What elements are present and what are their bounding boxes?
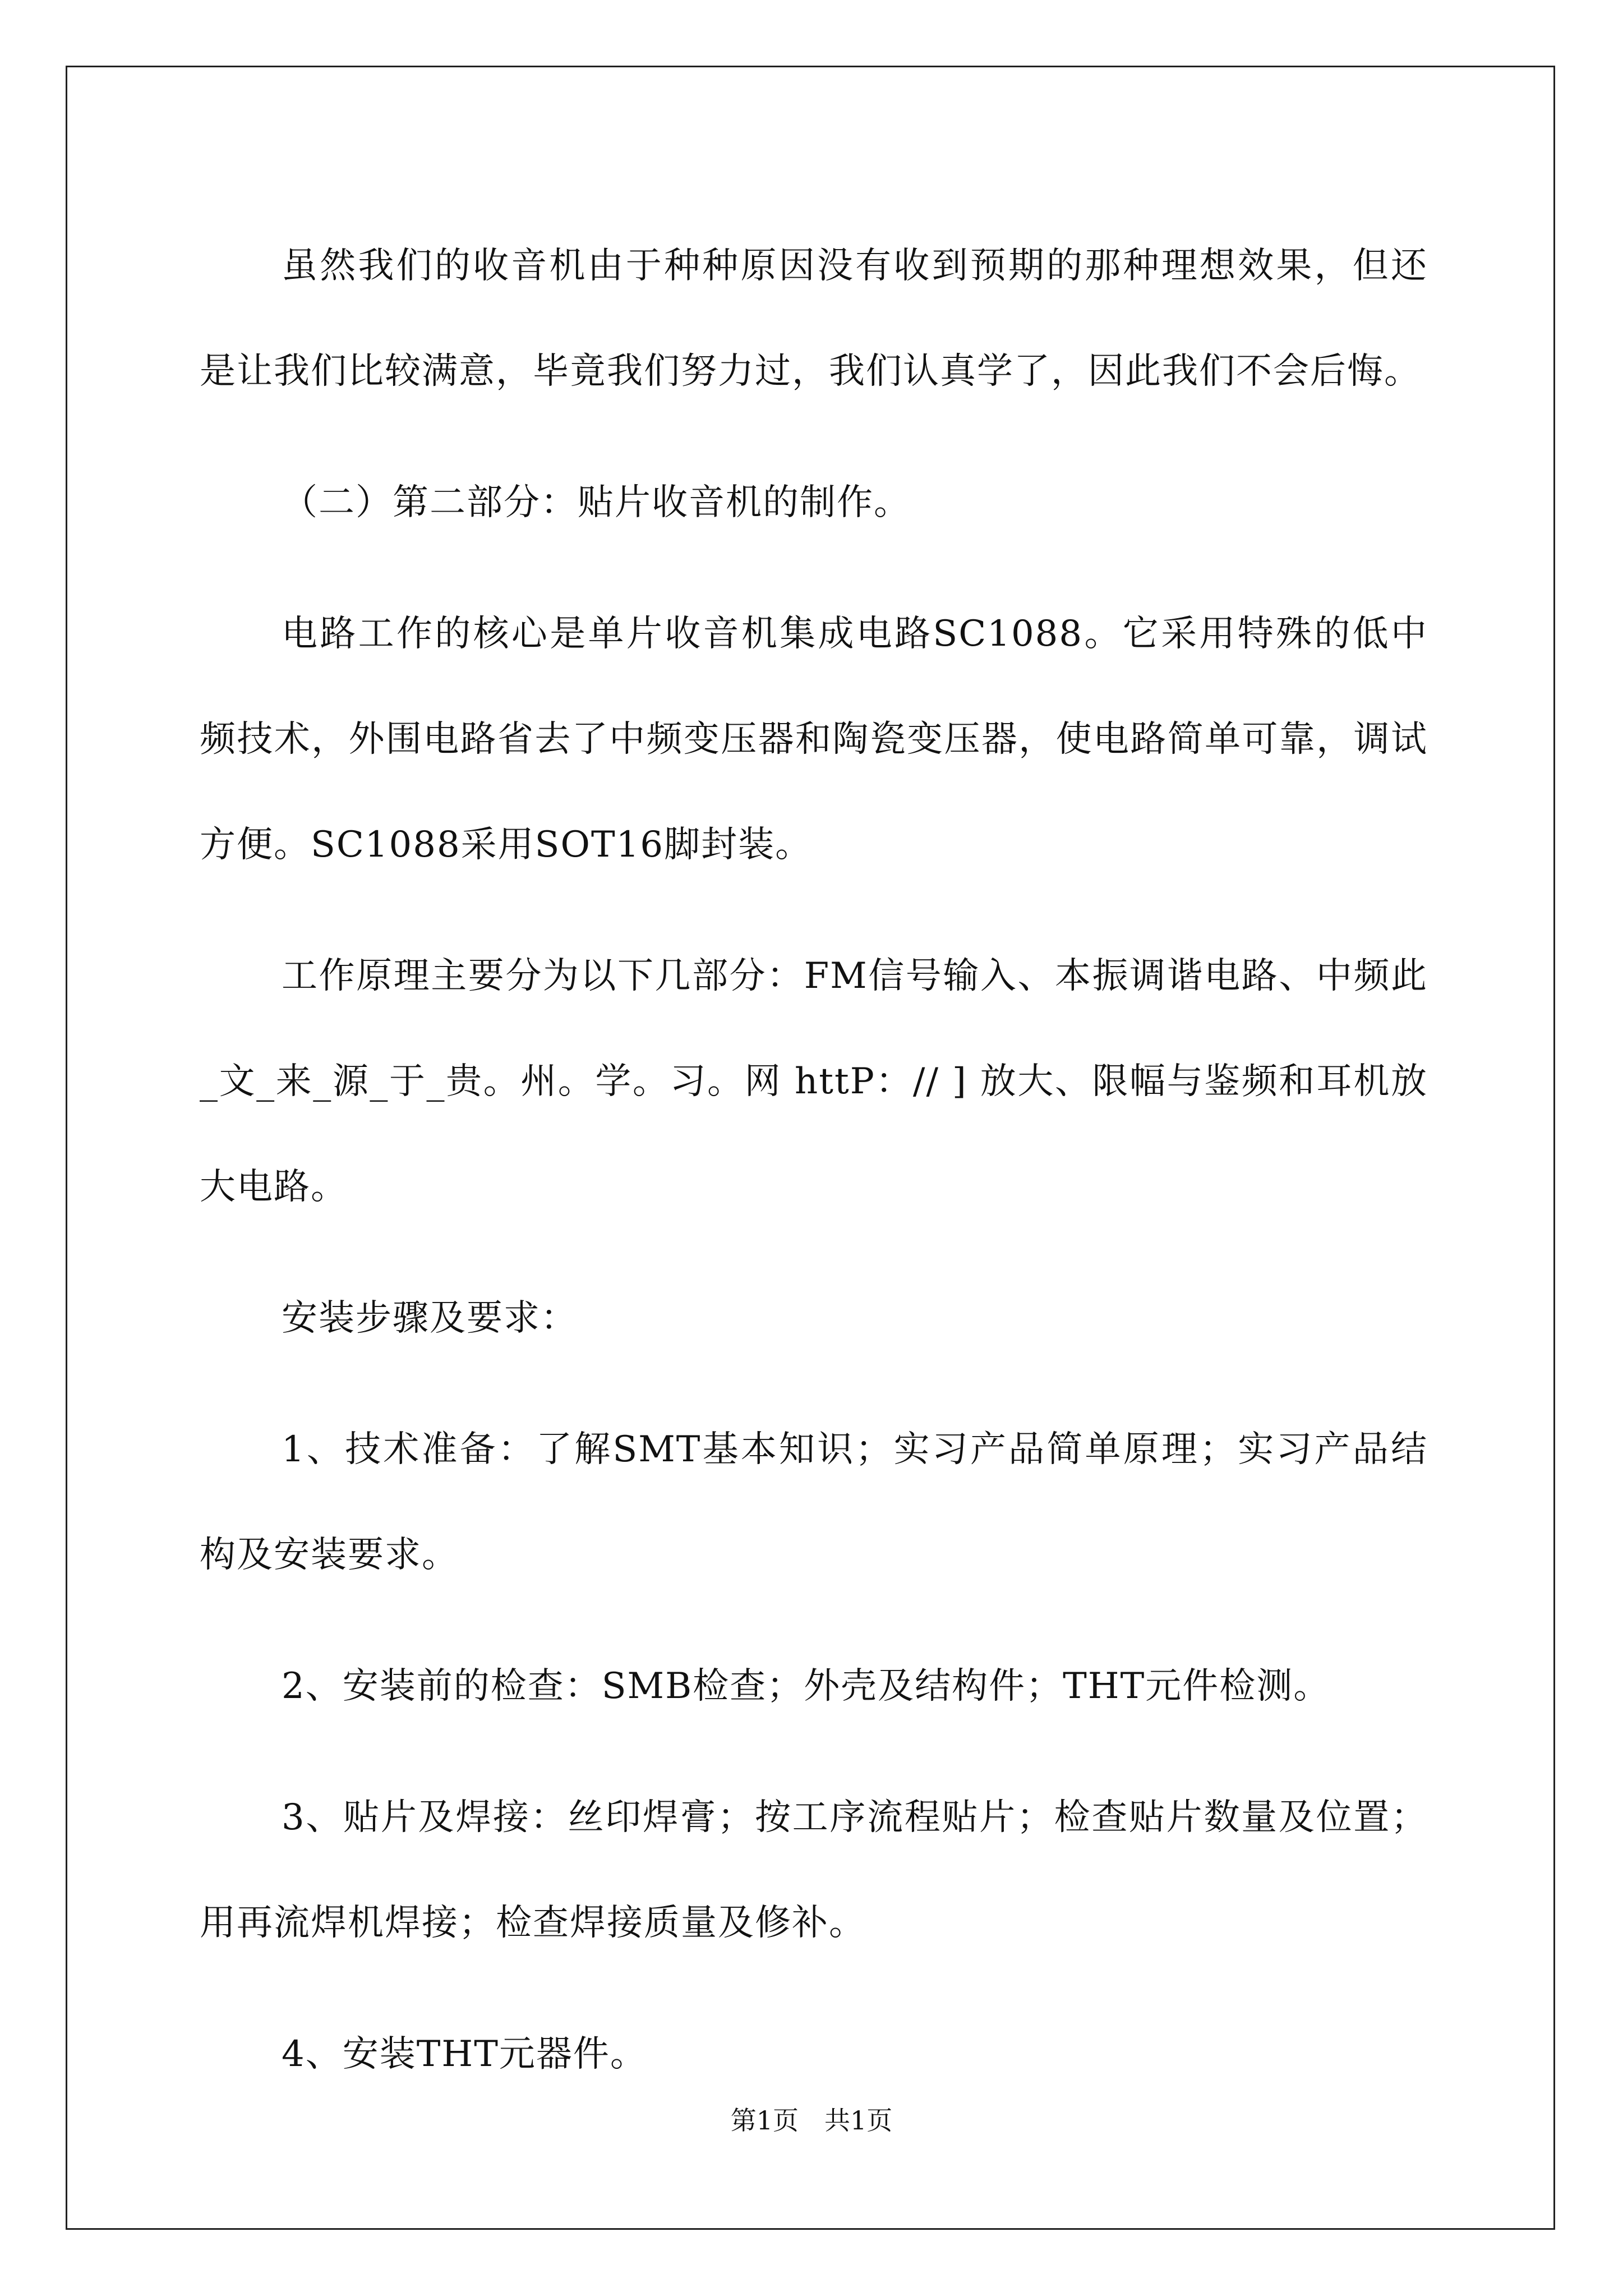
paragraph-circuit-core: 电路工作的核心是单片收音机集成电路SC1088。它采用特殊的低中频技术，外围电路省去了中频变压器和陶瓷变压器，使电路简单可靠，调试方便。SC1088采用SOT16脚封装。 <box>200 613 1428 866</box>
section-heading-part-two: （二）第二部分：贴片收音机的制作。 <box>282 482 911 523</box>
paragraph-install-steps-heading: 安装步骤及要求： <box>282 1297 578 1339</box>
paragraph-conclusion: 虽然我们的收音机由于种种原因没有收到预期的那种理想效果，但还是让我们比较满意，毕竟我们努力过，我们认真学了，因此我们不会后悔。 <box>200 245 1428 392</box>
list-item-step-2: 2、安装前的检查：SMB检查；外壳及结构件；THT元件检测。 <box>282 1665 1331 1707</box>
document-body <box>200 213 1428 2133</box>
list-item-step-4: 4、安装THT元器件。 <box>282 2033 647 2075</box>
list-item-step-1: 1、技术准备：了解SMT基本知识；实习产品简单原理；实习产品结构及安装要求。 <box>200 1429 1428 1576</box>
paragraph-working-principle: 工作原理主要分为以下几部分：FM信号输入、本振调谐电路、中频此_文_来_源_于_贵。州。学。习。网 httP：// ] 放大、限幅与鉴频和耳机放大电路。 <box>200 955 1428 1208</box>
page-footer: 第1页 共1页 <box>730 2105 893 2136</box>
list-item-step-3: 3、贴片及焊接：丝印焊膏；按工序流程贴片；检查贴片数量及位置；用再流焊机焊接；检查焊接质量及修补。 <box>200 1797 1428 1944</box>
